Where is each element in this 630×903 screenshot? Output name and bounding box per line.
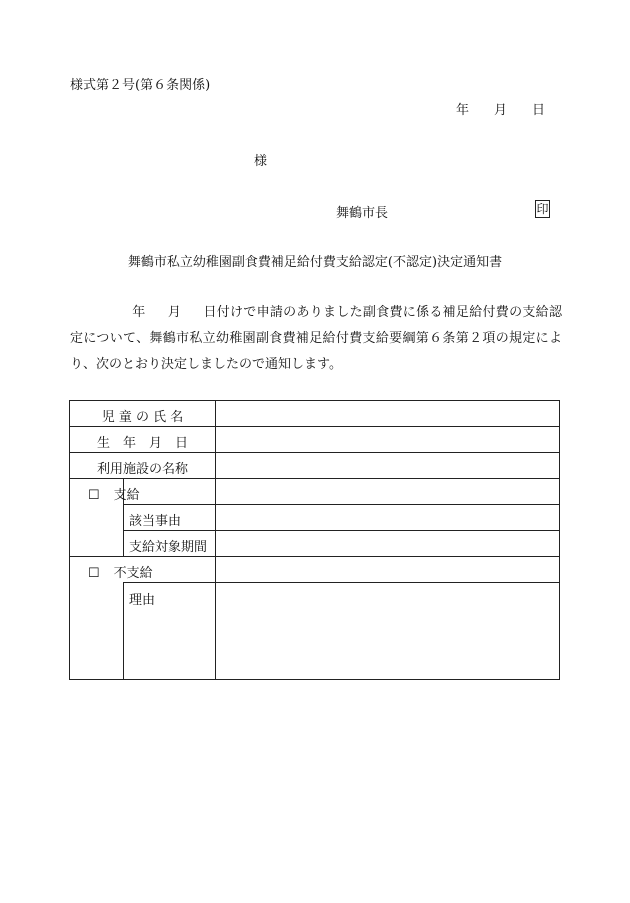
applicable-reason-label: 該当事由 <box>129 514 182 529</box>
info-table <box>69 400 560 680</box>
body-month-label: 月 <box>167 305 182 320</box>
seal-mark: 印 <box>536 202 549 216</box>
birth-date-value <box>215 427 559 452</box>
payment-label: 支給 <box>113 488 140 503</box>
document-title: 舞鶴市私立幼稚園副食費補足給付費支給認定(不認定)決定通知書 <box>127 255 503 270</box>
nonpayment-checkbox[interactable]: ☐ <box>88 566 100 581</box>
child-name-label: 児 童 の 氏 名 <box>101 410 184 425</box>
body-text: 日付けで申請のありました副食費に係る補足給付費の支給認定について、舞鶴市私立幼稚園副食費補足給付費支給要綱第６条第２項の規定により、次のとおり決定しましたので通知します。 <box>70 305 562 372</box>
date-line <box>456 99 545 118</box>
birth-date-label: 生 年 月 日 <box>96 436 188 451</box>
facility-name-value <box>215 453 559 478</box>
date-year-label: 年 <box>456 103 470 118</box>
payment-checkbox[interactable]: ☐ <box>88 488 100 503</box>
payment-period-label: 支給対象期間 <box>129 540 208 555</box>
body-year-label: 年 <box>132 305 146 320</box>
payment-row <box>88 484 140 503</box>
child-name-value <box>215 401 559 426</box>
date-month-label: 月 <box>494 103 508 118</box>
nonpayment-label: 不支給 <box>113 566 153 581</box>
body-paragraph <box>70 300 562 378</box>
nonpayment-row <box>88 562 153 581</box>
facility-name-label: 利用施設の名称 <box>96 462 188 477</box>
sender-name: 舞鶴市長 <box>336 206 389 221</box>
addressee-suffix: 様 <box>254 154 268 169</box>
reason-label: 理由 <box>129 593 156 608</box>
date-day-label: 日 <box>532 103 546 118</box>
form-number: 様式第２号(第６条関係) <box>70 78 211 93</box>
